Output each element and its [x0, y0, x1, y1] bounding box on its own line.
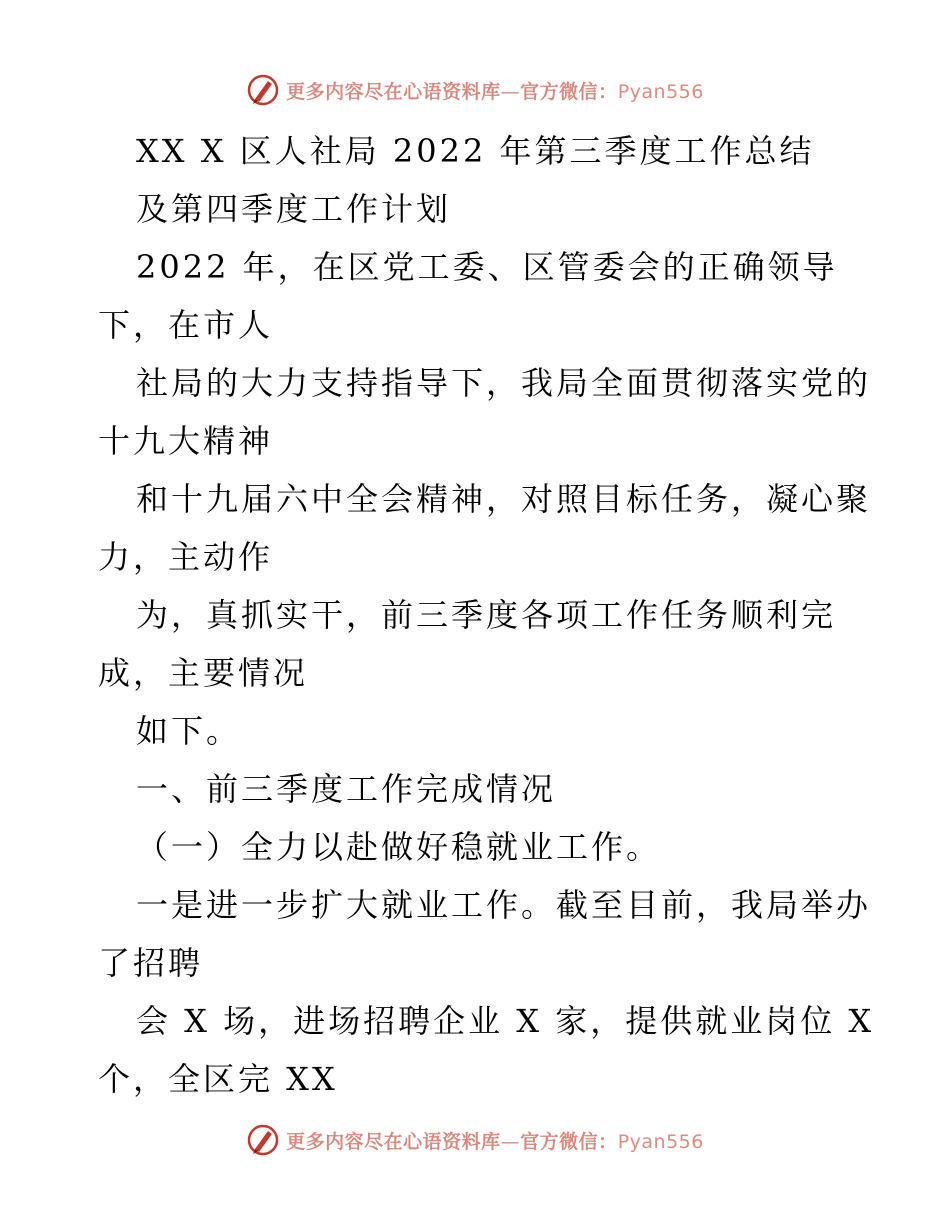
doc-title-line-1: XX X 区人社局 2022 年第三季度工作总结 — [136, 132, 815, 170]
document-body — [98, 122, 875, 1108]
pen-circle-logo-icon — [246, 73, 280, 107]
paragraph-line: 成，主要情况 — [98, 654, 309, 692]
paragraph-line: 力，主动作 — [98, 538, 274, 576]
doc-title-line-2: 及第四季度工作计划 — [136, 190, 452, 228]
paragraph-line: 十九大精神 — [98, 422, 274, 460]
footer-banner — [0, 1120, 950, 1160]
banner-text: 更多内容尽在心语资料库—官方微信：Pyan556 — [286, 1130, 704, 1153]
paragraph-line: 下，在市人 — [98, 306, 274, 344]
header-banner — [0, 70, 950, 110]
paragraph-line: 会 X 场，进场招聘企业 X 家，提供就业岗位 X — [136, 1002, 875, 1040]
paragraph-line: 个，全区完 XX — [98, 1060, 338, 1098]
banner-text: 更多内容尽在心语资料库—官方微信：Pyan556 — [286, 80, 704, 103]
paragraph-line: 为，真抓实干，前三季度各项工作任务顺利完 — [136, 596, 837, 634]
paragraph-line: 和十九届六中全会精神，对照目标任务，凝心聚 — [136, 480, 872, 518]
section-heading: 一、前三季度工作完成情况 — [136, 770, 557, 808]
paragraph-line: 一是进一步扩大就业工作。截至目前，我局举办 — [136, 886, 872, 924]
paragraph-line: 2022 年，在区党工委、区管委会的正确领导 — [136, 248, 838, 286]
paragraph-line: 了招聘 — [98, 944, 204, 982]
paragraph-line: 如下。 — [136, 712, 242, 750]
pen-circle-logo-icon — [246, 1123, 280, 1157]
paragraph-line: 社局的大力支持指导下，我局全面贯彻落实党的 — [136, 364, 872, 402]
subsection-heading: （一）全力以赴做好稳就业工作。 — [136, 828, 662, 866]
